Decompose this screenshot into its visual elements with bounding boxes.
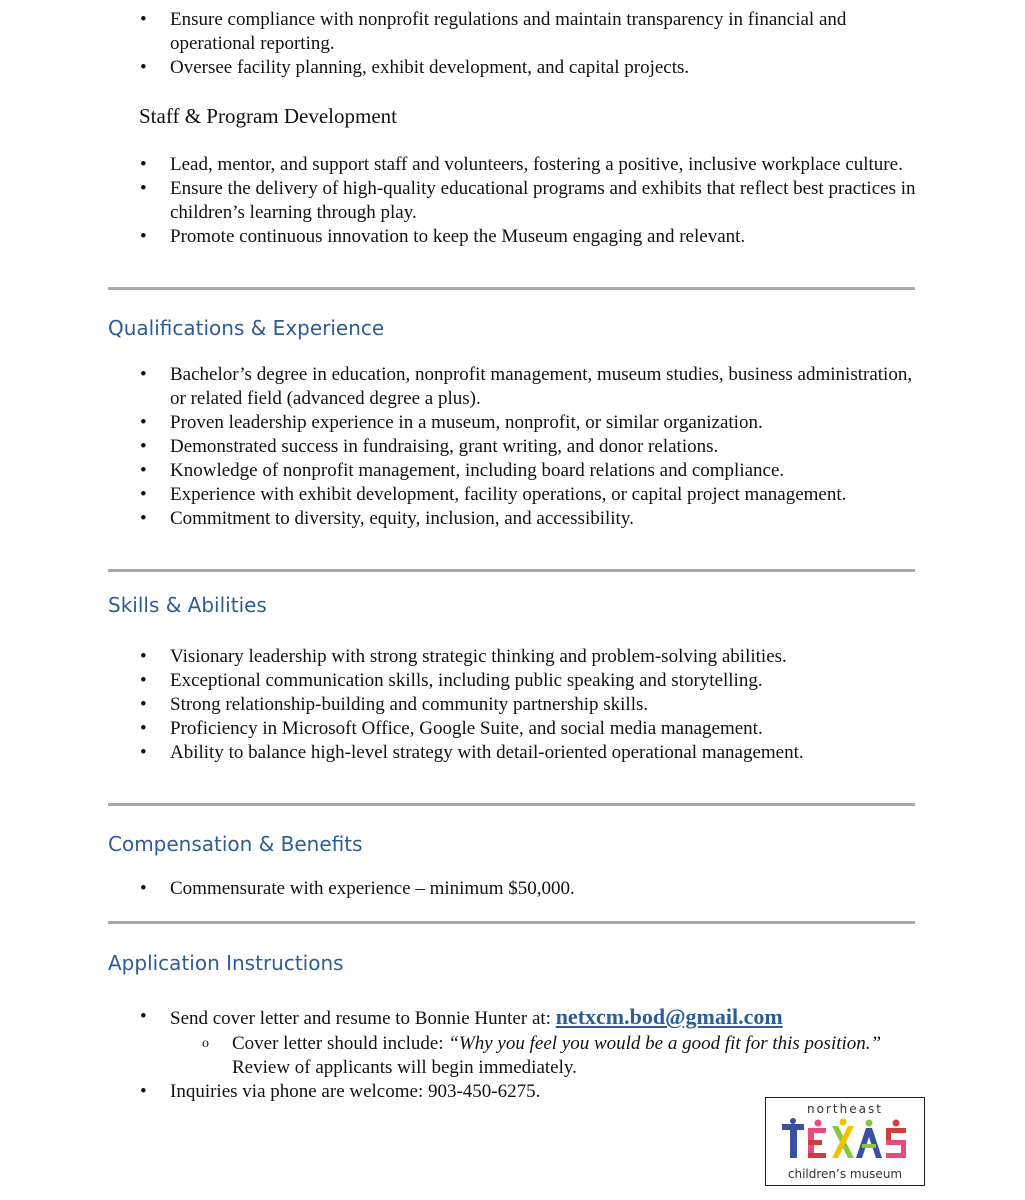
skills-bullet-list: [140, 645, 920, 765]
list-item: • Knowledge of nonprofit management, including board relations and compliance.: [140, 459, 920, 483]
list-item: • Promote continuous innovation to keep the Museum engaging and relevant.: [140, 225, 920, 249]
cover-letter-prefix: Cover letter should include:: [232, 1033, 449, 1054]
logo-bottom-text: children’s museum: [787, 1167, 903, 1181]
list-item: • Proficiency in Microsoft Office, Google Suite, and social media management.: [140, 717, 920, 741]
list-item: • Exceptional communication skills, including public speaking and storytelling.: [140, 669, 920, 693]
list-item: • Bachelor’s degree in education, nonprofit management, museum studies, business administration, or related field (advanced degree a plus).: [140, 363, 920, 411]
list-item: • Oversee facility planning, exhibit development, and capital projects.: [140, 56, 920, 80]
list-item: • Proven leadership experience in a museum, nonprofit, or similar organization.: [140, 411, 920, 435]
application-bullet-list: [140, 1004, 920, 1104]
compensation-bullet-list: [140, 877, 920, 901]
section-divider: [108, 803, 915, 806]
museum-logo: [765, 1097, 925, 1186]
skills-heading: Skills & Abilities: [108, 593, 267, 617]
staff-program-bullet-list: [140, 153, 920, 249]
list-item: [140, 1004, 920, 1080]
list-item: • Experience with exhibit development, facility operations, or capital project management.: [140, 483, 920, 507]
send-instructions-text: Send cover letter and resume to Bonnie Hunter at:: [170, 1008, 556, 1029]
list-item: • Strong relationship-building and community partnership skills.: [140, 693, 920, 717]
list-item: • Commensurate with experience – minimum $50,000.: [140, 877, 920, 901]
list-item: • Lead, mentor, and support staff and volunteers, fostering a positive, inclusive workplace culture.: [140, 153, 920, 177]
section-divider: [108, 921, 915, 924]
staff-program-subheading: Staff & Program Development: [139, 104, 397, 128]
governance-bullet-list: [140, 8, 920, 80]
cover-letter-suffix: Review of applicants will begin immediately.: [232, 1057, 577, 1078]
qualifications-bullet-list: [140, 363, 920, 531]
list-item: • Ensure the delivery of high-quality educational programs and exhibits that reflect best practices in children’s learning through play.: [140, 177, 920, 225]
section-divider: [108, 569, 915, 572]
qualifications-heading: Qualifications & Experience: [108, 316, 385, 340]
list-item: • Ensure compliance with nonprofit regulations and maintain transparency in financial and operational reporting.: [140, 8, 920, 56]
cover-letter-quote: “Why you feel you would be a good fit for this position.”: [448, 1033, 882, 1054]
application-heading: Application Instructions: [108, 951, 344, 975]
list-item: • Inquiries via phone are welcome: 903-450-6275.: [140, 1080, 920, 1104]
list-item: • Visionary leadership with strong strategic thinking and problem-solving abilities.: [140, 645, 920, 669]
application-sub-bullet-list: [202, 1032, 920, 1080]
logo-figures-graphic: [780, 1118, 912, 1164]
section-divider: [108, 287, 915, 290]
list-item: • Commitment to diversity, equity, inclusion, and accessibility.: [140, 507, 920, 531]
email-link[interactable]: netxcm.bod@gmail.com: [555, 1004, 783, 1029]
logo-top-text: northeast: [807, 1102, 883, 1116]
compensation-heading: Compensation & Benefits: [108, 832, 363, 856]
list-item: • Ability to balance high-level strategy with detail-oriented operational management.: [140, 741, 920, 765]
list-item: • Demonstrated success in fundraising, grant writing, and donor relations.: [140, 435, 920, 459]
list-item: [202, 1032, 920, 1080]
